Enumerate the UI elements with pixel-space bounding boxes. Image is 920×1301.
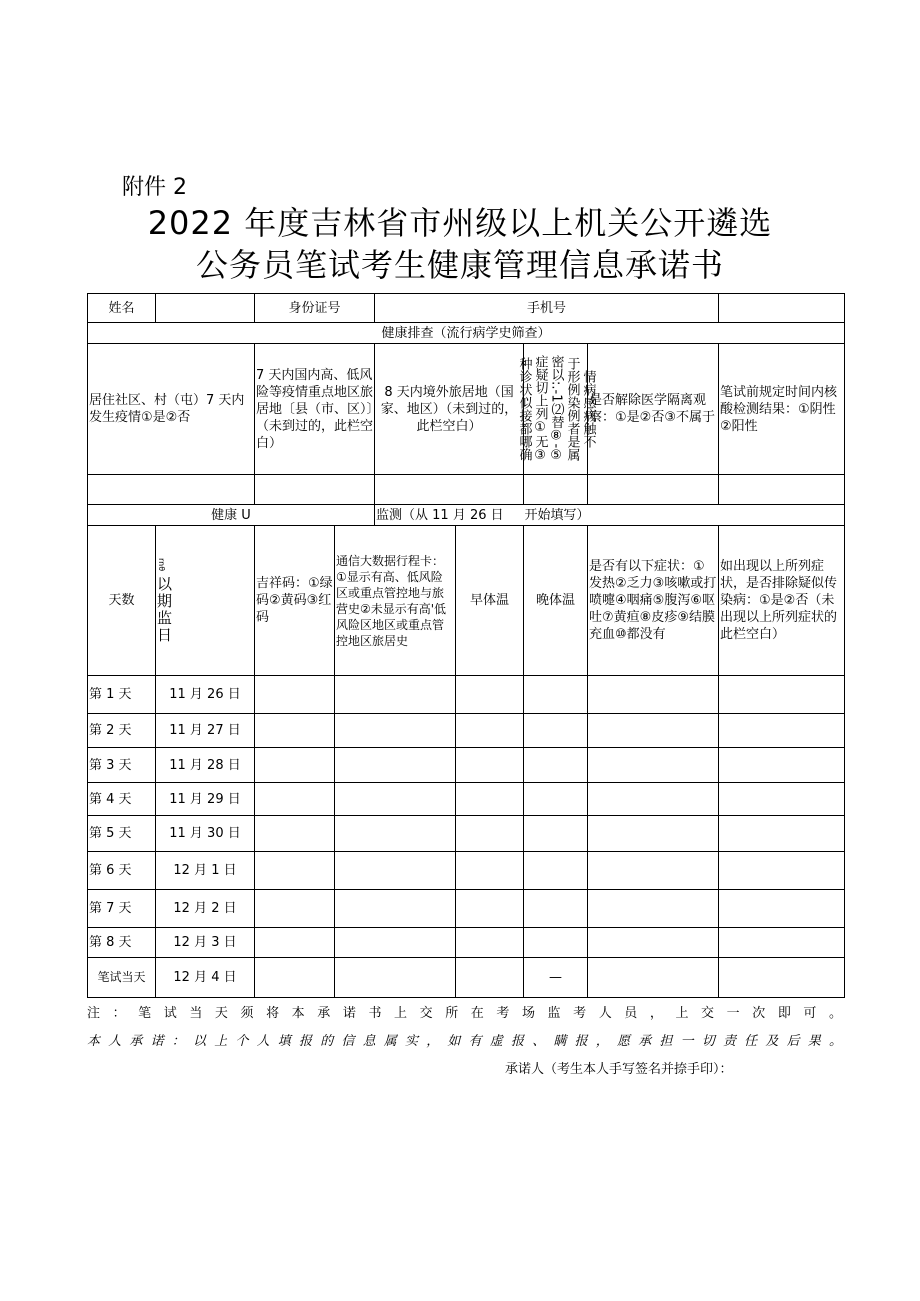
morning-temp-input[interactable]	[456, 958, 524, 998]
code-input[interactable]	[255, 816, 335, 852]
id-input[interactable]	[375, 294, 719, 323]
trip-input[interactable]	[335, 852, 456, 890]
screening-input-contact[interactable]	[524, 475, 588, 505]
day-label: 第 1 天	[88, 676, 156, 714]
id-label: 身份证号	[255, 294, 375, 323]
screening-col-contact	[516, 344, 596, 475]
morning-temp-input[interactable]	[456, 928, 524, 958]
day-date: 11 月 27 日	[156, 714, 255, 748]
morning-temp-input[interactable]	[456, 714, 524, 748]
monitor-title-left: 健康 U	[88, 505, 375, 526]
day-date: 11 月 30 日	[156, 816, 255, 852]
pledge-text: 本人承诺：以上个人填报的信息属实，如有虚报、瞒报，愿承担一切责任及后果。	[87, 1034, 844, 1049]
exclude-input[interactable]	[719, 748, 845, 783]
table-row	[88, 958, 845, 998]
monitor-col-days: 天数	[88, 526, 156, 676]
health-form-table	[87, 293, 845, 998]
table-row	[88, 676, 845, 714]
code-input[interactable]	[255, 748, 335, 783]
evening-temp-input[interactable]	[524, 928, 588, 958]
monitor-col-code: 吉祥码：①绿码②黄码③红码	[255, 526, 335, 676]
trip-input[interactable]	[335, 783, 456, 816]
name-label: 姓名	[88, 294, 156, 323]
symptoms-input[interactable]	[588, 748, 719, 783]
day-date: 12 月 2 日	[156, 890, 255, 928]
monitor-col-date	[156, 526, 255, 676]
title-line-1: 2022 年度吉林省市州级以上机关公开遴选	[147, 204, 773, 242]
trip-input[interactable]	[335, 890, 456, 928]
day-label: 第 4 天	[88, 783, 156, 816]
screening-input-domestic[interactable]	[255, 475, 375, 505]
exclude-input[interactable]	[719, 676, 845, 714]
evening-temp-dash: —	[524, 958, 588, 998]
code-input[interactable]	[255, 783, 335, 816]
day-label: 第 2 天	[88, 714, 156, 748]
exam-day-date: 12 月 4 日	[156, 958, 255, 998]
table-row	[88, 890, 845, 928]
code-input[interactable]	[255, 928, 335, 958]
symptoms-input[interactable]	[588, 714, 719, 748]
day-date: 11 月 28 日	[156, 748, 255, 783]
day-label: 第 6 天	[88, 852, 156, 890]
morning-temp-input[interactable]	[456, 816, 524, 852]
day-label: 第 3 天	[88, 748, 156, 783]
exclude-input[interactable]	[719, 958, 845, 998]
table-row	[88, 928, 845, 958]
exclude-input[interactable]	[719, 852, 845, 890]
title-line-2: 公务员笔试考生健康管理信息承诺书	[195, 246, 724, 284]
evening-temp-input[interactable]	[524, 816, 588, 852]
day-label: 第 7 天	[88, 890, 156, 928]
morning-temp-input[interactable]	[456, 676, 524, 714]
trip-input[interactable]	[335, 928, 456, 958]
monitor-col-date-small: rnθ	[157, 557, 166, 571]
trip-input[interactable]	[335, 676, 456, 714]
symptoms-input[interactable]	[588, 816, 719, 852]
monitor-col-date-label: 以期监日	[157, 574, 173, 644]
evening-temp-input[interactable]	[524, 890, 588, 928]
code-input[interactable]	[255, 890, 335, 928]
monitor-col-evening: 晚体温	[524, 526, 588, 676]
evening-temp-input[interactable]	[524, 852, 588, 890]
exclude-input[interactable]	[719, 816, 845, 852]
day-date: 11 月 29 日	[156, 783, 255, 816]
day-date: 12 月 1 日	[156, 852, 255, 890]
trip-input[interactable]	[335, 816, 456, 852]
table-row	[88, 714, 845, 748]
symptoms-input[interactable]	[588, 928, 719, 958]
evening-temp-input[interactable]	[524, 714, 588, 748]
monitor-col-exclude: 如出现以上所列症状，是否排除疑似传染病：①是②否（未出现以上所列症状的此栏空白）	[719, 526, 845, 676]
table-row	[88, 852, 845, 890]
exclude-input[interactable]	[719, 928, 845, 958]
code-input[interactable]	[255, 676, 335, 714]
day-date: 12 月 3 日	[156, 928, 255, 958]
morning-temp-input[interactable]	[456, 852, 524, 890]
screening-col-domestic: 7 天内国内高、低风险等疫情重点地区旅居地〔县（市、区）〕（未到过的，此栏空白）	[255, 344, 375, 475]
code-input[interactable]	[255, 714, 335, 748]
name-input[interactable]	[156, 294, 255, 323]
symptoms-input[interactable]	[588, 783, 719, 816]
screening-input-isolation[interactable]	[588, 475, 719, 505]
evening-temp-input[interactable]	[524, 783, 588, 816]
exclude-input[interactable]	[719, 890, 845, 928]
morning-temp-input[interactable]	[456, 783, 524, 816]
day-label: 第 8 天	[88, 928, 156, 958]
screening-col-community: 居住社区、村（屯）7 天内发生疫情①是②否	[88, 344, 255, 475]
trip-input[interactable]	[335, 748, 456, 783]
signature-label: 承诺人（考生本人手写签名并捺手印）：	[505, 1062, 733, 1077]
evening-temp-input[interactable]	[524, 748, 588, 783]
day-label: 第 5 天	[88, 816, 156, 852]
morning-temp-input[interactable]	[456, 890, 524, 928]
monitor-col-trip: 通信大数据行程卡：①显示有高、低风险区或重点管控地与旅营史②未显示有高'低风险区地区或重点管控地区旅居史	[335, 526, 456, 676]
screening-input-community[interactable]	[88, 475, 255, 505]
screening-col-nucleic: 笔试前规定时间内核酸检测结果：①阴性②阳性	[719, 344, 845, 475]
screening-section-title: 健康排查（流行病学史筛查）	[88, 323, 845, 344]
symptoms-input[interactable]	[588, 852, 719, 890]
attachment-label: 附件 2	[122, 175, 187, 200]
morning-temp-input[interactable]	[456, 748, 524, 783]
phone-label: 手机号	[527, 300, 567, 316]
symptoms-input[interactable]	[588, 958, 719, 998]
trip-input[interactable]	[335, 714, 456, 748]
screening-input-abroad[interactable]	[375, 475, 524, 505]
exam-day-label: 笔试当天	[88, 958, 156, 998]
monitor-title-right: 开始填写）	[524, 505, 845, 526]
code-input[interactable]	[255, 852, 335, 890]
contact-vertical-text: 情病感病触不 于形例染例者是属 密以:.-1⑵替⑧-⑤ 症疑切上列①无③ 种诊状似接都哪确	[516, 354, 596, 464]
symptoms-input[interactable]	[588, 676, 719, 714]
monitor-title-mid: 监测（从 11 月 26 日	[375, 505, 524, 526]
evening-temp-input[interactable]	[524, 676, 588, 714]
trip-input[interactable]	[335, 958, 456, 998]
day-date: 11 月 26 日	[156, 676, 255, 714]
table-row	[88, 783, 845, 816]
exclude-input[interactable]	[719, 783, 845, 816]
note-text: 注：笔试当天须将本承诺书上交所在考场监考人员，上交一次即可。	[87, 1006, 844, 1021]
screening-col-isolation: 是否解除医学隔离观察：①是②否③不属于	[588, 344, 719, 475]
monitor-col-morning: 早体温	[456, 526, 524, 676]
monitor-col-symptoms: 是否有以下症状：①发热②乏力③咳嗽或打喷嚏④咽痛⑤腹泻⑥呕吐⑦黄疸⑧皮疹⑨结膜充血⑩都没有	[588, 526, 719, 676]
table-row	[88, 816, 845, 852]
table-row	[88, 748, 845, 783]
screening-input-nucleic[interactable]	[719, 475, 845, 505]
symptoms-input[interactable]	[588, 890, 719, 928]
phone-input[interactable]	[719, 294, 845, 323]
code-input[interactable]	[255, 958, 335, 998]
exclude-input[interactable]	[719, 714, 845, 748]
screening-col-abroad: 8 天内境外旅居地（国家、地区）（未到过的，此栏空白）	[375, 344, 524, 475]
